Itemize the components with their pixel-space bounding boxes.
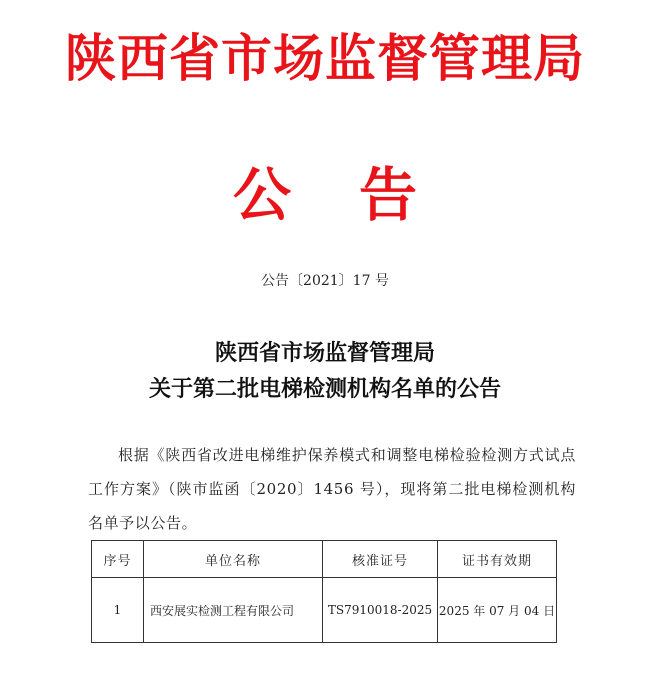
document-number: 公告〔2021〕17 号 — [261, 273, 389, 289]
header-validity: 证书有效期 — [438, 541, 557, 578]
header-index: 序号 — [92, 541, 144, 578]
notice-title — [0, 161, 650, 229]
notice-title-char-1: 公 — [232, 161, 291, 229]
table-header-row — [92, 541, 557, 578]
table-row — [92, 578, 557, 643]
cell-index: 1 — [92, 578, 144, 643]
institution-table — [91, 540, 557, 643]
header-unit-name: 单位名称 — [144, 541, 323, 578]
body-paragraph: 根据《陕西省改进电梯维护保养模式和调整电梯检验检测方式试点工作方案》（陕市监函〔2020〕1456 号），现将第二批电梯检测机构名单予以公告。 — [88, 446, 576, 532]
headline-line-1: 陕西省市场监督管理局 — [214, 340, 435, 366]
cell-validity: 2025 年 07 月 04 日 — [438, 578, 557, 643]
notice-title-char-2: 告 — [359, 161, 418, 229]
cell-approval-no: TS7910018-2025 — [323, 578, 438, 643]
agency-title: 陕西省市场监督管理局 — [64, 30, 585, 89]
cell-unit-name: 西安展实检测工程有限公司 — [144, 578, 323, 643]
header-approval-no: 核准证号 — [323, 541, 438, 578]
headline-line-2: 关于第二批电梯检测机构名单的公告 — [148, 376, 501, 402]
